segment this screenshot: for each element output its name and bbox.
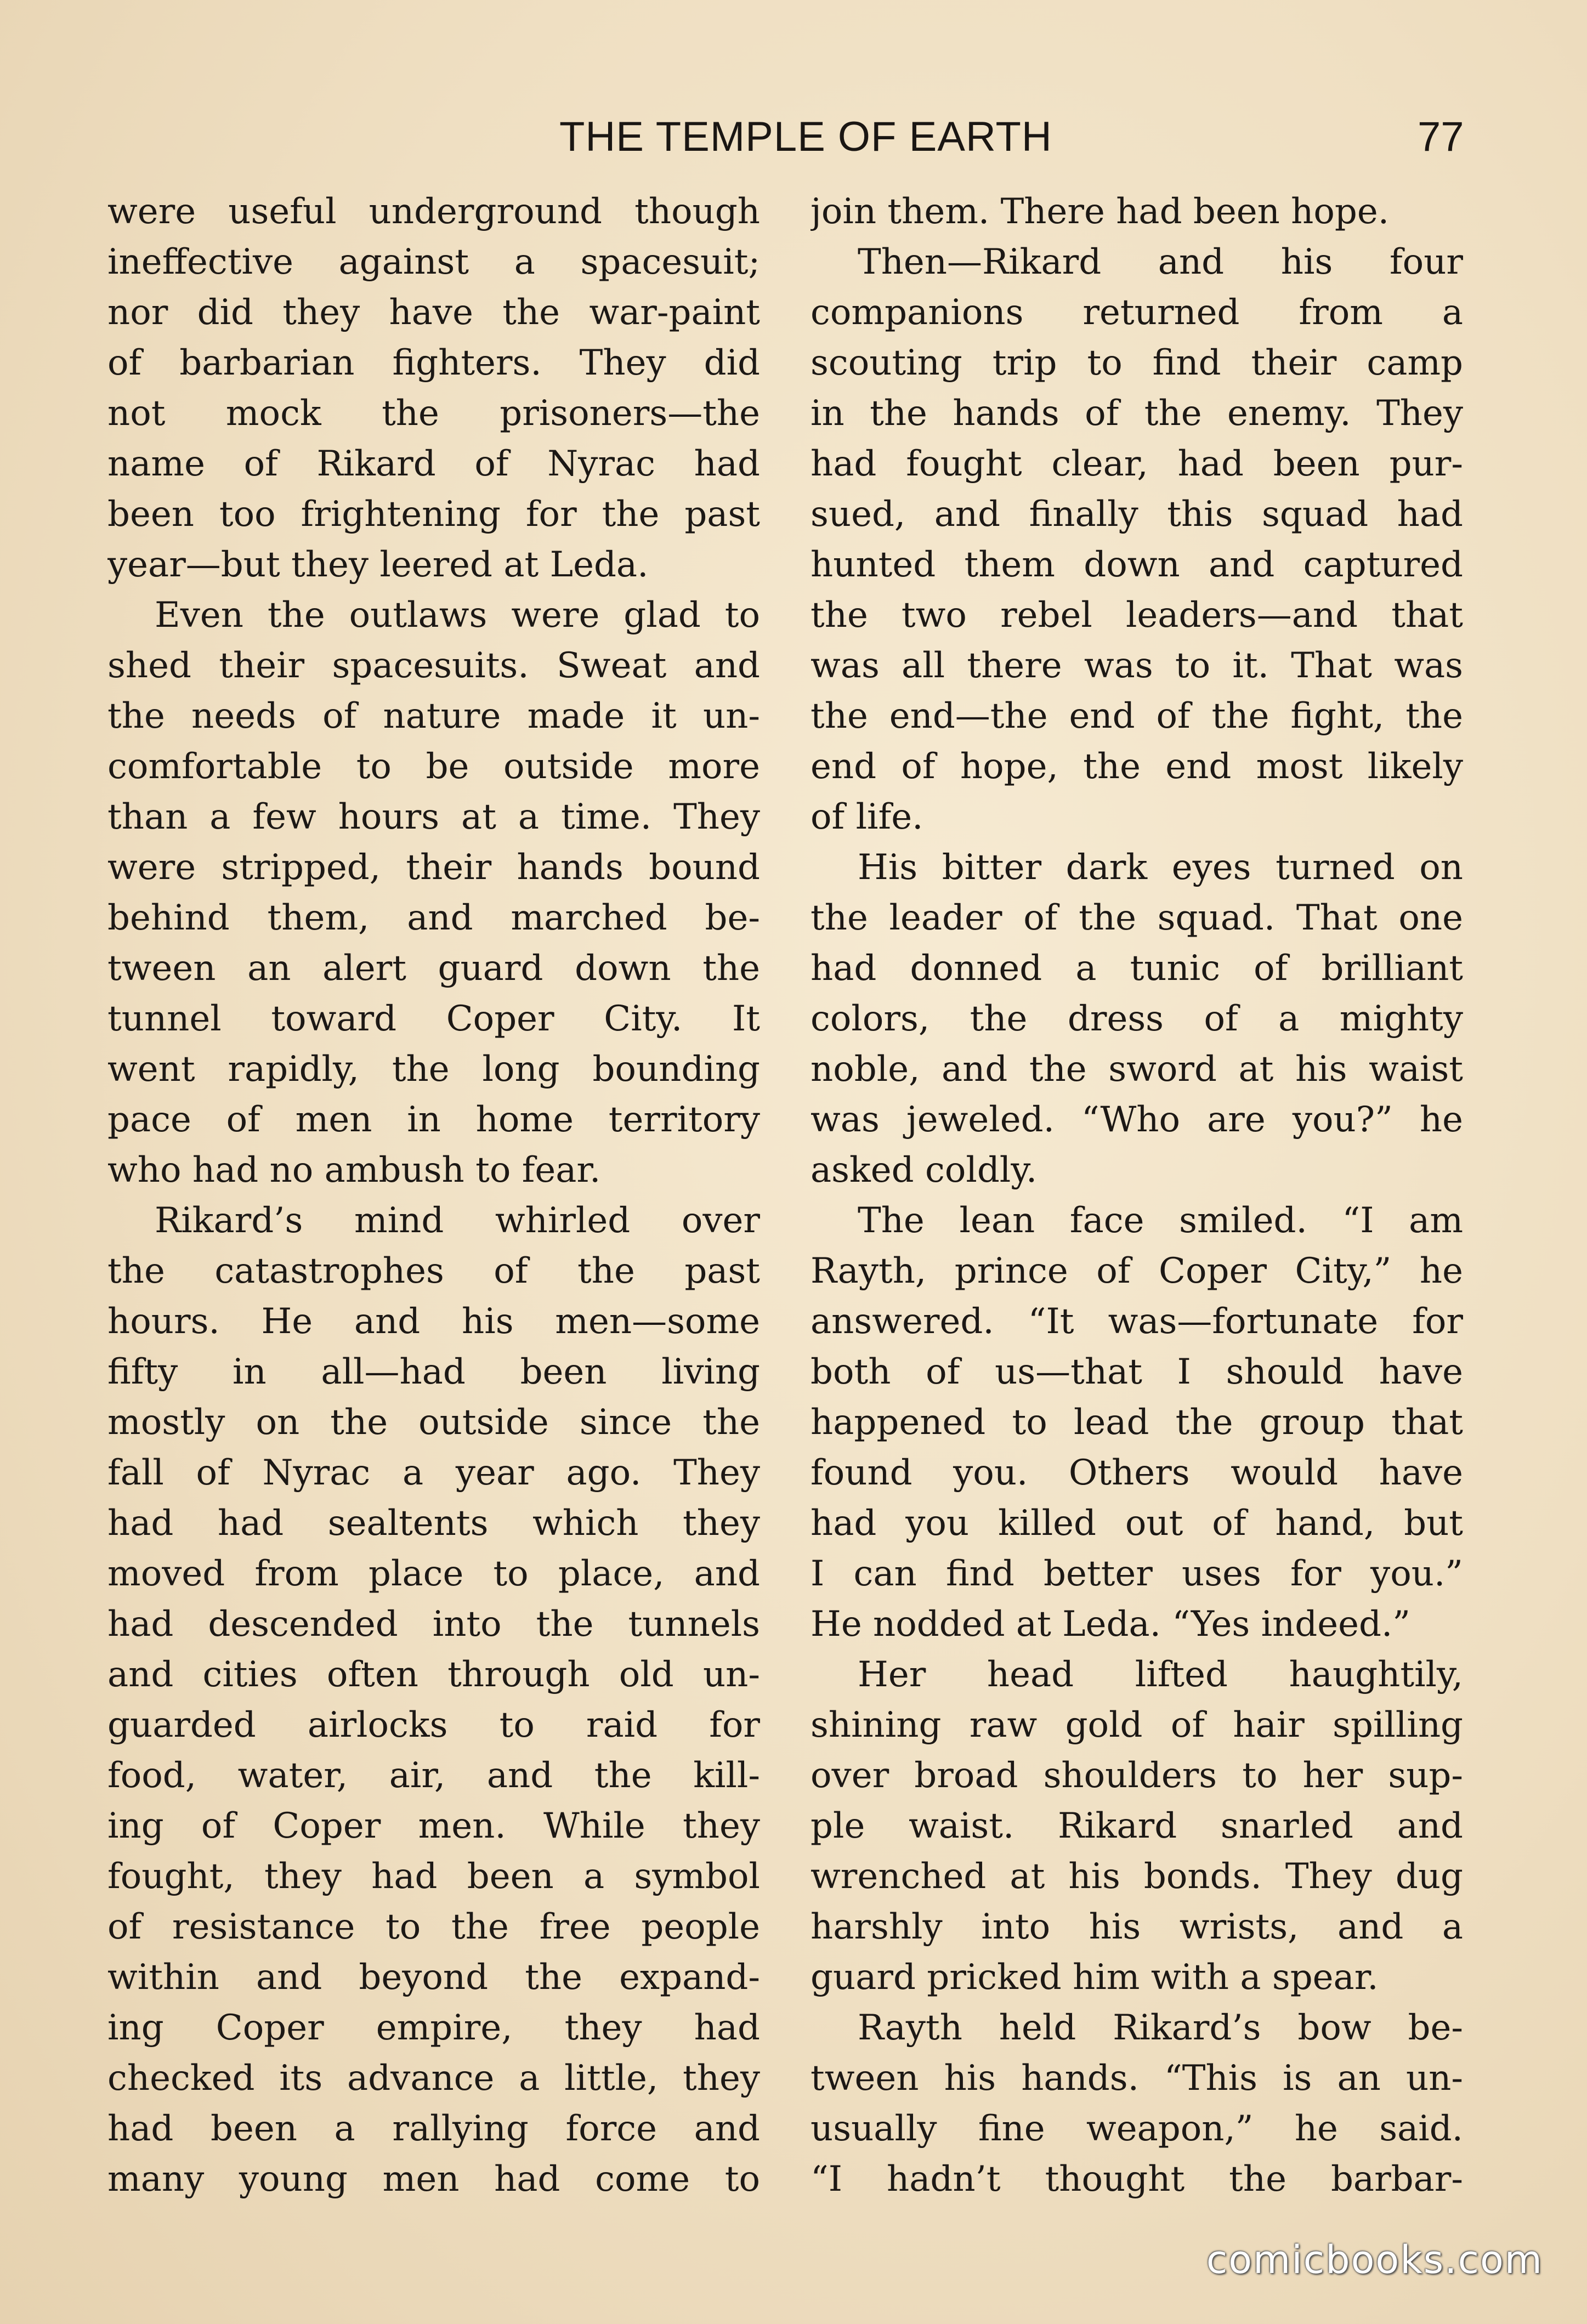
text-line: over broad shoulders to her sup- xyxy=(810,1755,1463,1796)
text-line: food, water, air, and the kill- xyxy=(107,1755,760,1796)
text-line: of life. xyxy=(810,797,923,837)
text-line: behind them, and marched be- xyxy=(107,898,760,938)
text-line: both of us—that I should have xyxy=(810,1352,1463,1392)
text-line: pace of men in home territory xyxy=(107,1099,760,1140)
text-line: had fought clear, had been pur- xyxy=(810,444,1463,484)
running-title: THE TEMPLE OF EARTH xyxy=(559,114,1052,160)
text-line: checked its advance a little, they xyxy=(107,2058,760,2099)
text-line: tunnel toward Coper City. It xyxy=(107,999,760,1039)
text-line: sued, and finally this squad had xyxy=(810,494,1463,535)
text-line: of barbarian fighters. They did xyxy=(107,343,760,383)
text-line: had donned a tunic of brilliant xyxy=(810,948,1463,989)
text-line: in the hands of the enemy. They xyxy=(810,393,1463,434)
text-line: were stripped, their hands bound xyxy=(107,847,760,888)
text-line: been too frightening for the past xyxy=(107,494,760,535)
text-line: not mock the prisoners—the xyxy=(107,393,760,434)
text-line: name of Rikard of Nyrac had xyxy=(107,444,760,484)
text-line: the two rebel leaders—and that xyxy=(810,595,1463,636)
text-line: was jeweled. “Who are you?” he xyxy=(810,1099,1463,1140)
text-line: had had sealtents which they xyxy=(107,1503,760,1544)
page-header xyxy=(0,112,1587,162)
text-line: He nodded at Leda. “Yes indeed.” xyxy=(810,1604,1410,1645)
text-line: Rayth held Rikard’s bow be- xyxy=(858,2008,1463,2048)
text-line: went rapidly, the long bounding xyxy=(107,1049,760,1090)
text-column-right xyxy=(810,186,1463,2204)
text-line: who had no ambush to fear. xyxy=(107,1150,601,1191)
text-line: year—but they leered at Leda. xyxy=(107,545,649,585)
text-line: of resistance to the free people xyxy=(107,1907,760,1947)
text-line: happened to lead the group that xyxy=(810,1402,1463,1443)
text-line: shed their spacesuits. Sweat and xyxy=(107,645,760,686)
text-line: fifty in all—had been living xyxy=(107,1352,760,1392)
text-line: many young men had come to xyxy=(107,2159,760,2200)
text-line: ineffective against a spacesuit; xyxy=(107,242,760,282)
text-line: ing Coper empire, they had xyxy=(107,2008,760,2048)
text-line: ple waist. Rikard snarled and xyxy=(810,1806,1463,1846)
text-line: was all there was to it. That was xyxy=(810,645,1463,686)
text-column-left xyxy=(107,186,760,2204)
text-line: tween an alert guard down the xyxy=(107,948,760,989)
text-line: shining raw gold of hair spilling xyxy=(810,1705,1463,1745)
text-line: companions returned from a xyxy=(810,292,1463,333)
text-line: comfortable to be outside more xyxy=(107,746,760,787)
text-line: had you killed out of hand, but xyxy=(810,1503,1463,1544)
text-line: wrenched at his bonds. They dug xyxy=(810,1856,1463,1897)
text-line: fall of Nyrac a year ago. They xyxy=(107,1453,760,1493)
text-line: The lean face smiled. “I am xyxy=(858,1200,1463,1241)
text-line: colors, the dress of a mighty xyxy=(810,999,1463,1039)
text-line: the leader of the squad. That one xyxy=(810,898,1463,938)
text-line: Rikard’s mind whirled over xyxy=(155,1200,760,1241)
text-line: had descended into the tunnels xyxy=(107,1604,760,1645)
text-line: than a few hours at a time. They xyxy=(107,797,760,837)
text-line: fought, they had been a symbol xyxy=(107,1856,760,1897)
text-line: His bitter dark eyes turned on xyxy=(858,847,1463,888)
text-line: answered. “It was—fortunate for xyxy=(810,1301,1463,1342)
watermark: comicbooks.com xyxy=(1206,2237,1543,2282)
text-line: had been a rallying force and xyxy=(107,2108,760,2149)
text-line: harshly into his wrists, and a xyxy=(810,1907,1463,1947)
text-line: ing of Coper men. While they xyxy=(107,1806,760,1846)
text-line: hunted them down and captured xyxy=(810,545,1463,585)
text-line: Even the outlaws were glad to xyxy=(155,595,760,636)
text-line: tween his hands. “This is an un- xyxy=(810,2058,1463,2099)
text-line: and cities often through old un- xyxy=(107,1654,760,1695)
text-line: end of hope, the end most likely xyxy=(810,746,1463,787)
text-line: nor did they have the war-paint xyxy=(107,292,760,333)
text-line: moved from place to place, and xyxy=(107,1554,760,1594)
text-line: were useful underground though xyxy=(107,191,760,232)
text-line: Then—Rikard and his four xyxy=(858,242,1463,282)
text-line: scouting trip to find their camp xyxy=(810,343,1463,383)
text-line: within and beyond the expand- xyxy=(107,1957,760,1998)
text-line: usually fine weapon,” he said. xyxy=(810,2108,1463,2149)
text-line: I can find better uses for you.” xyxy=(810,1554,1463,1594)
text-line: “I hadn’t thought the barbar- xyxy=(810,2159,1463,2200)
page-number: 77 xyxy=(1418,114,1464,160)
text-line: found you. Others would have xyxy=(810,1453,1463,1493)
text-line: guarded airlocks to raid for xyxy=(107,1705,760,1745)
text-line: Rayth, prince of Coper City,” he xyxy=(810,1251,1463,1291)
text-line: mostly on the outside since the xyxy=(107,1402,760,1443)
text-line: asked coldly. xyxy=(810,1150,1038,1191)
text-line: noble, and the sword at his waist xyxy=(810,1049,1463,1090)
text-line: the catastrophes of the past xyxy=(107,1251,760,1291)
text-line: guard pricked him with a spear. xyxy=(810,1957,1379,1998)
text-line: the end—the end of the fight, the xyxy=(810,696,1463,736)
text-line: Her head lifted haughtily, xyxy=(858,1654,1463,1695)
text-line: the needs of nature made it un- xyxy=(107,696,760,736)
text-line: hours. He and his men—some xyxy=(107,1301,760,1342)
text-line: join them. There had been hope. xyxy=(810,191,1390,232)
